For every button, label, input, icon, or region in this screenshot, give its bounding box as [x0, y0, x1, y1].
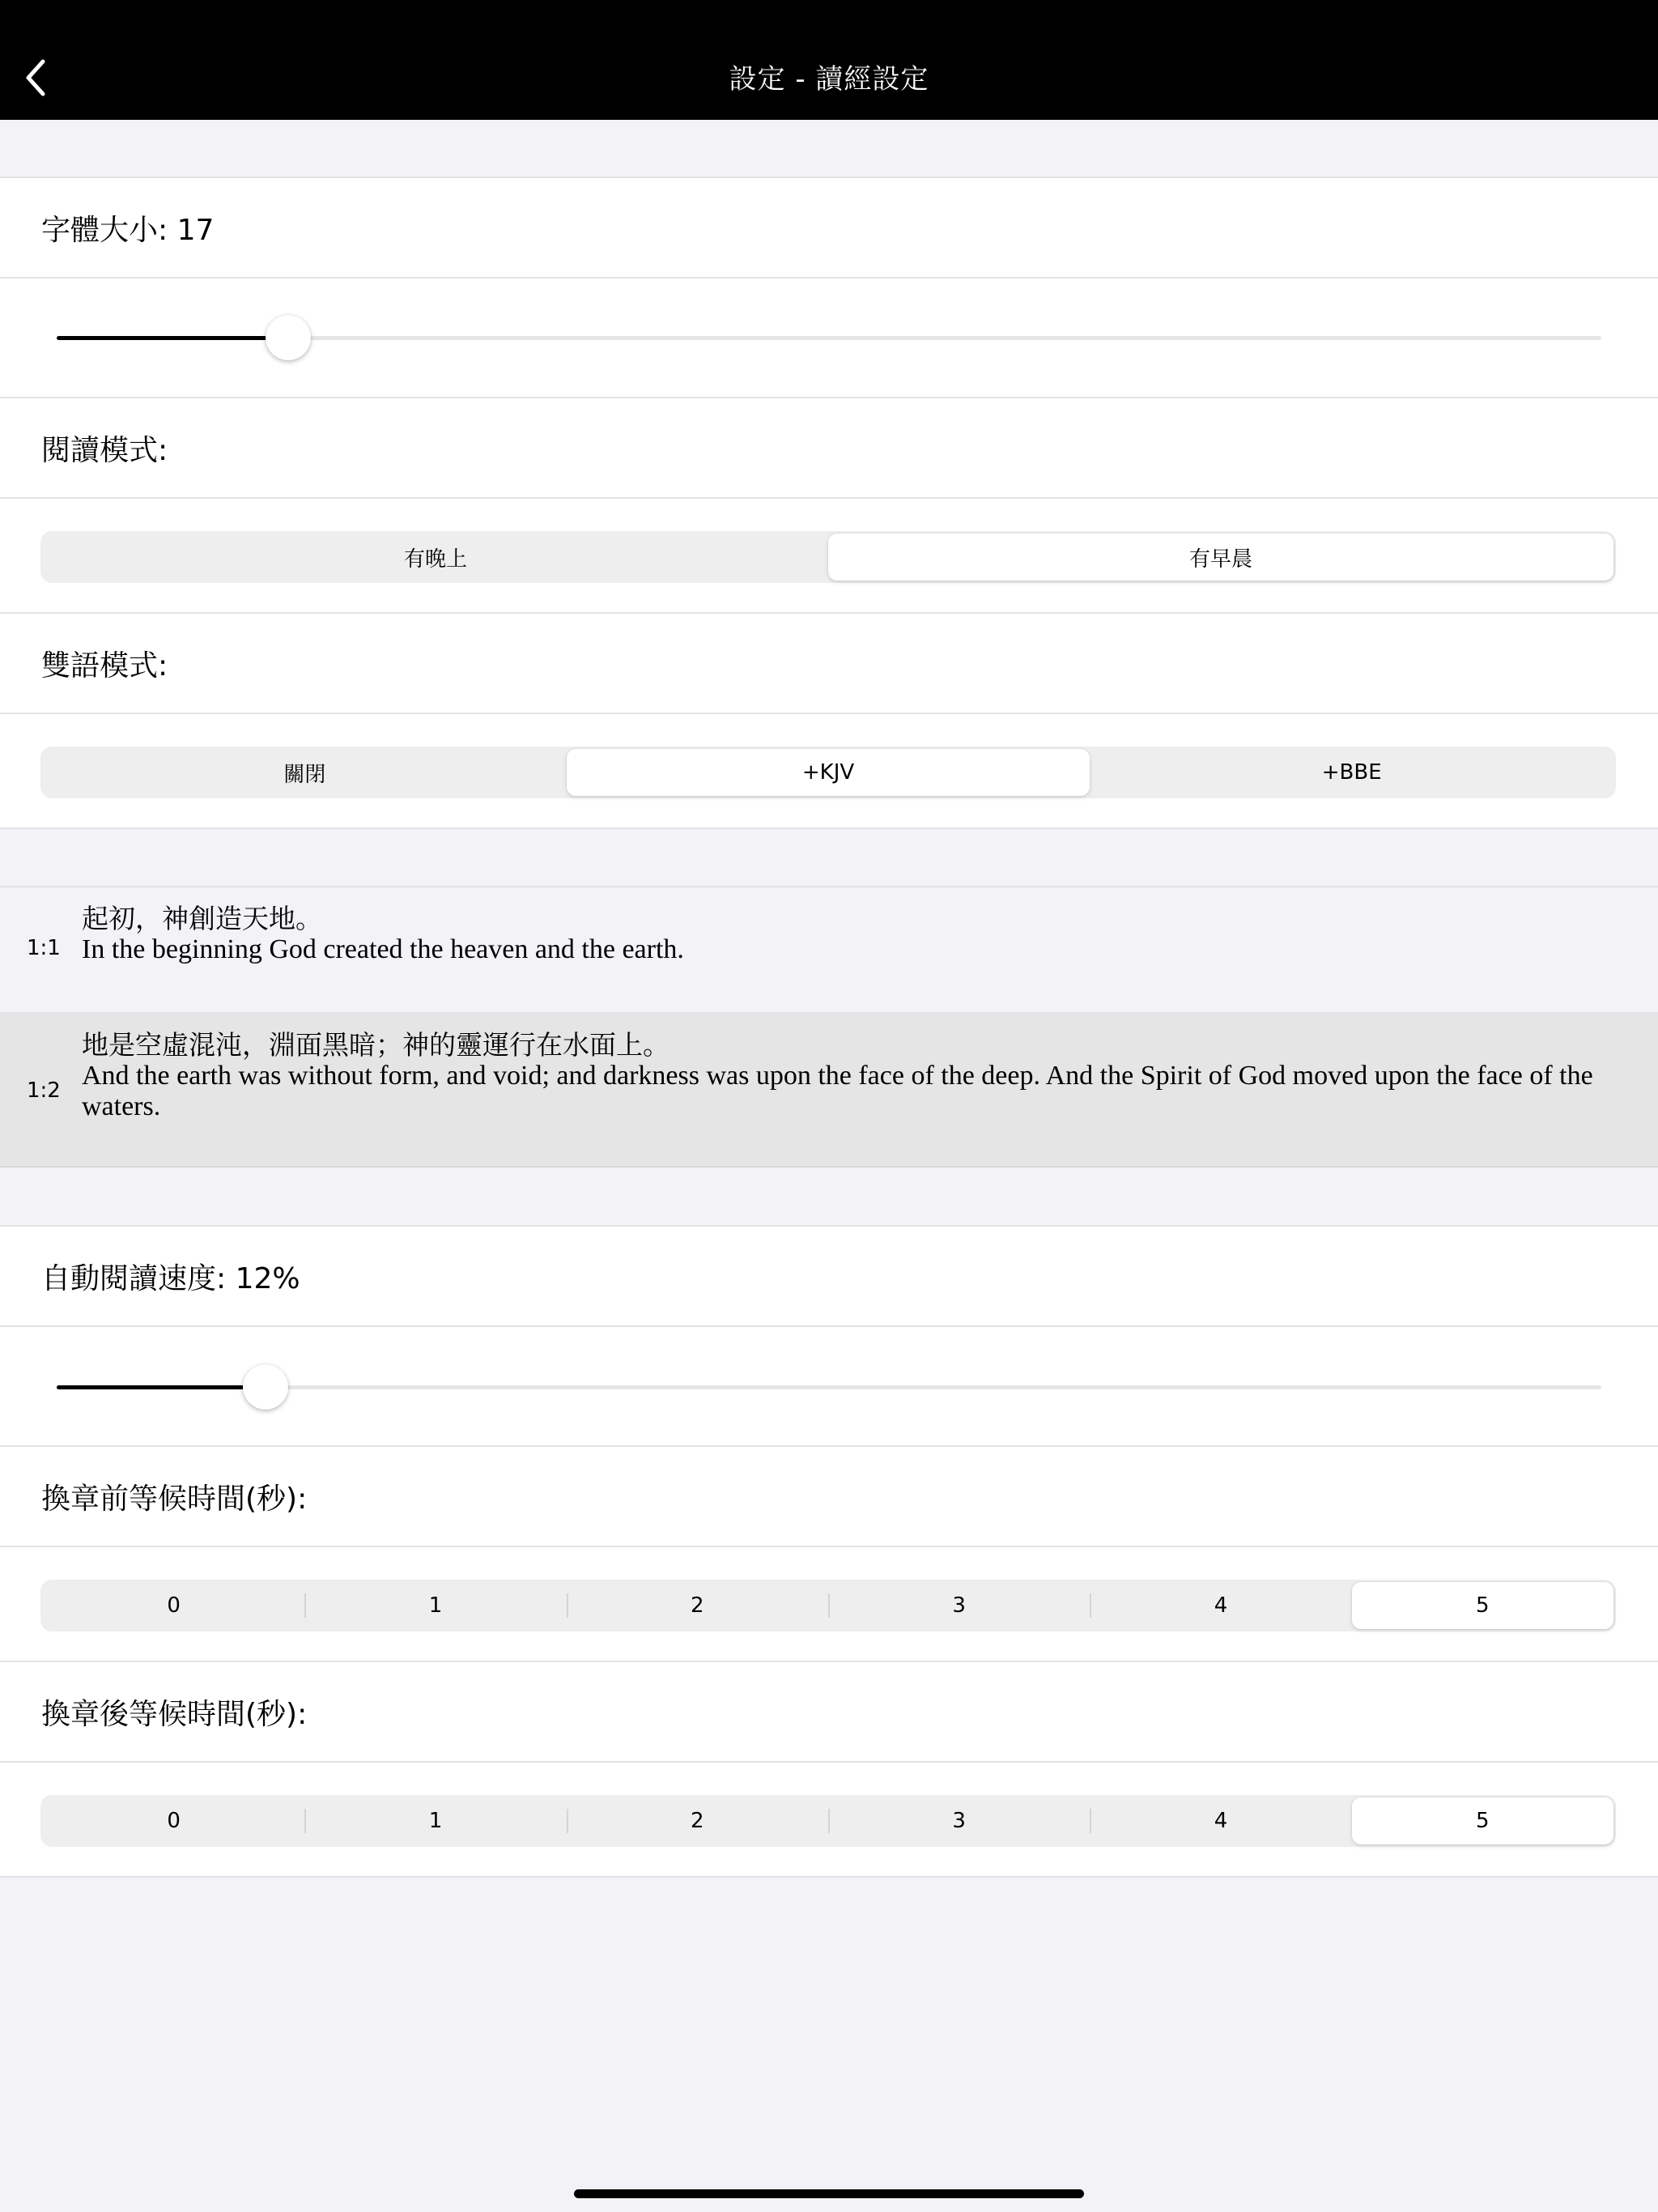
segment-option[interactable]: 5: [1352, 1582, 1613, 1629]
segment-option[interactable]: 0: [167, 1593, 181, 1618]
page-title: 設定 - 讀經設定: [729, 63, 929, 96]
font-size-label: 字體大小: 17: [41, 213, 215, 247]
verse-row: [0, 886, 1658, 1012]
navigation-bar: [0, 0, 1658, 120]
segment-option[interactable]: 4: [1090, 1582, 1351, 1629]
segment-option[interactable]: 1: [304, 1797, 566, 1844]
bilingual-mode-label: 雙語模式:: [41, 649, 168, 683]
font-size-slider[interactable]: [57, 336, 1601, 340]
segment-option[interactable]: 有晚上: [403, 547, 467, 572]
auto-read-speed-slider-thumb[interactable]: [243, 1364, 288, 1410]
wait-before-control-row: [0, 1546, 1658, 1661]
wait-before-row: [0, 1445, 1658, 1546]
wait-after-control-row: [0, 1761, 1658, 1878]
segment-option[interactable]: 1: [304, 1582, 566, 1629]
auto-read-speed-slider[interactable]: [57, 1385, 1601, 1389]
bilingual-mode-segmented-control: [40, 747, 1616, 798]
verse-english-text: And the earth was without form, and void; and darkness was upon the face of the deep. And the Spirit of God moved upon the face of the waters.: [82, 1061, 1593, 1121]
font-size-row: [0, 177, 1658, 277]
font-size-slider-row: [0, 277, 1658, 397]
verse-row-highlighted: [0, 1012, 1658, 1168]
reading-mode-segmented-control: [40, 531, 1616, 583]
verse-text: [82, 1030, 1604, 1122]
segment-option[interactable]: +BBE: [1321, 760, 1382, 785]
wait-after-segmented-control: [40, 1795, 1616, 1847]
reading-mode-control-row: [0, 497, 1658, 612]
auto-read-speed-slider-fill: [57, 1385, 266, 1389]
bilingual-mode-control-row: [0, 713, 1658, 829]
segment-option[interactable]: 0: [167, 1809, 181, 1833]
font-size-slider-thumb[interactable]: [266, 315, 311, 360]
segment-option[interactable]: 有早晨: [828, 534, 1613, 581]
segment-option[interactable]: 2: [567, 1797, 828, 1844]
segment-option[interactable]: 4: [1090, 1797, 1351, 1844]
auto-read-speed-label: 自動閱讀速度: 12%: [41, 1261, 300, 1295]
wait-before-segmented-control: [40, 1580, 1616, 1631]
segment-option[interactable]: 3: [828, 1582, 1090, 1629]
auto-read-speed-slider-row: [0, 1325, 1658, 1445]
verse-english-text: In the beginning God created the heaven and the earth.: [82, 934, 684, 964]
verse-ref: 1:1: [27, 936, 61, 960]
verse-chinese-text: 地是空虛混沌，淵面黑暗；神的靈運行在水面上。: [82, 1029, 670, 1061]
home-indicator: [574, 2189, 1084, 2198]
reading-mode-row: [0, 397, 1658, 497]
segment-option[interactable]: +KJV: [567, 749, 1090, 796]
font-size-slider-fill: [57, 336, 288, 340]
wait-before-label: 換章前等候時間(秒):: [41, 1482, 308, 1516]
bilingual-mode-row: [0, 612, 1658, 713]
segment-option[interactable]: 關閉: [283, 762, 326, 787]
segment-option[interactable]: 2: [567, 1582, 828, 1629]
verse-text: [82, 904, 1604, 965]
verse-chinese-text: 起初，神創造天地。: [82, 903, 322, 934]
segment-option[interactable]: 3: [828, 1797, 1090, 1844]
reading-mode-label: 閱讀模式:: [41, 433, 168, 467]
wait-after-row: [0, 1661, 1658, 1761]
wait-after-label: 換章後等候時間(秒):: [41, 1697, 308, 1731]
verse-ref: 1:2: [27, 1078, 61, 1103]
auto-read-speed-row: [0, 1225, 1658, 1325]
segment-option[interactable]: 5: [1352, 1797, 1613, 1844]
